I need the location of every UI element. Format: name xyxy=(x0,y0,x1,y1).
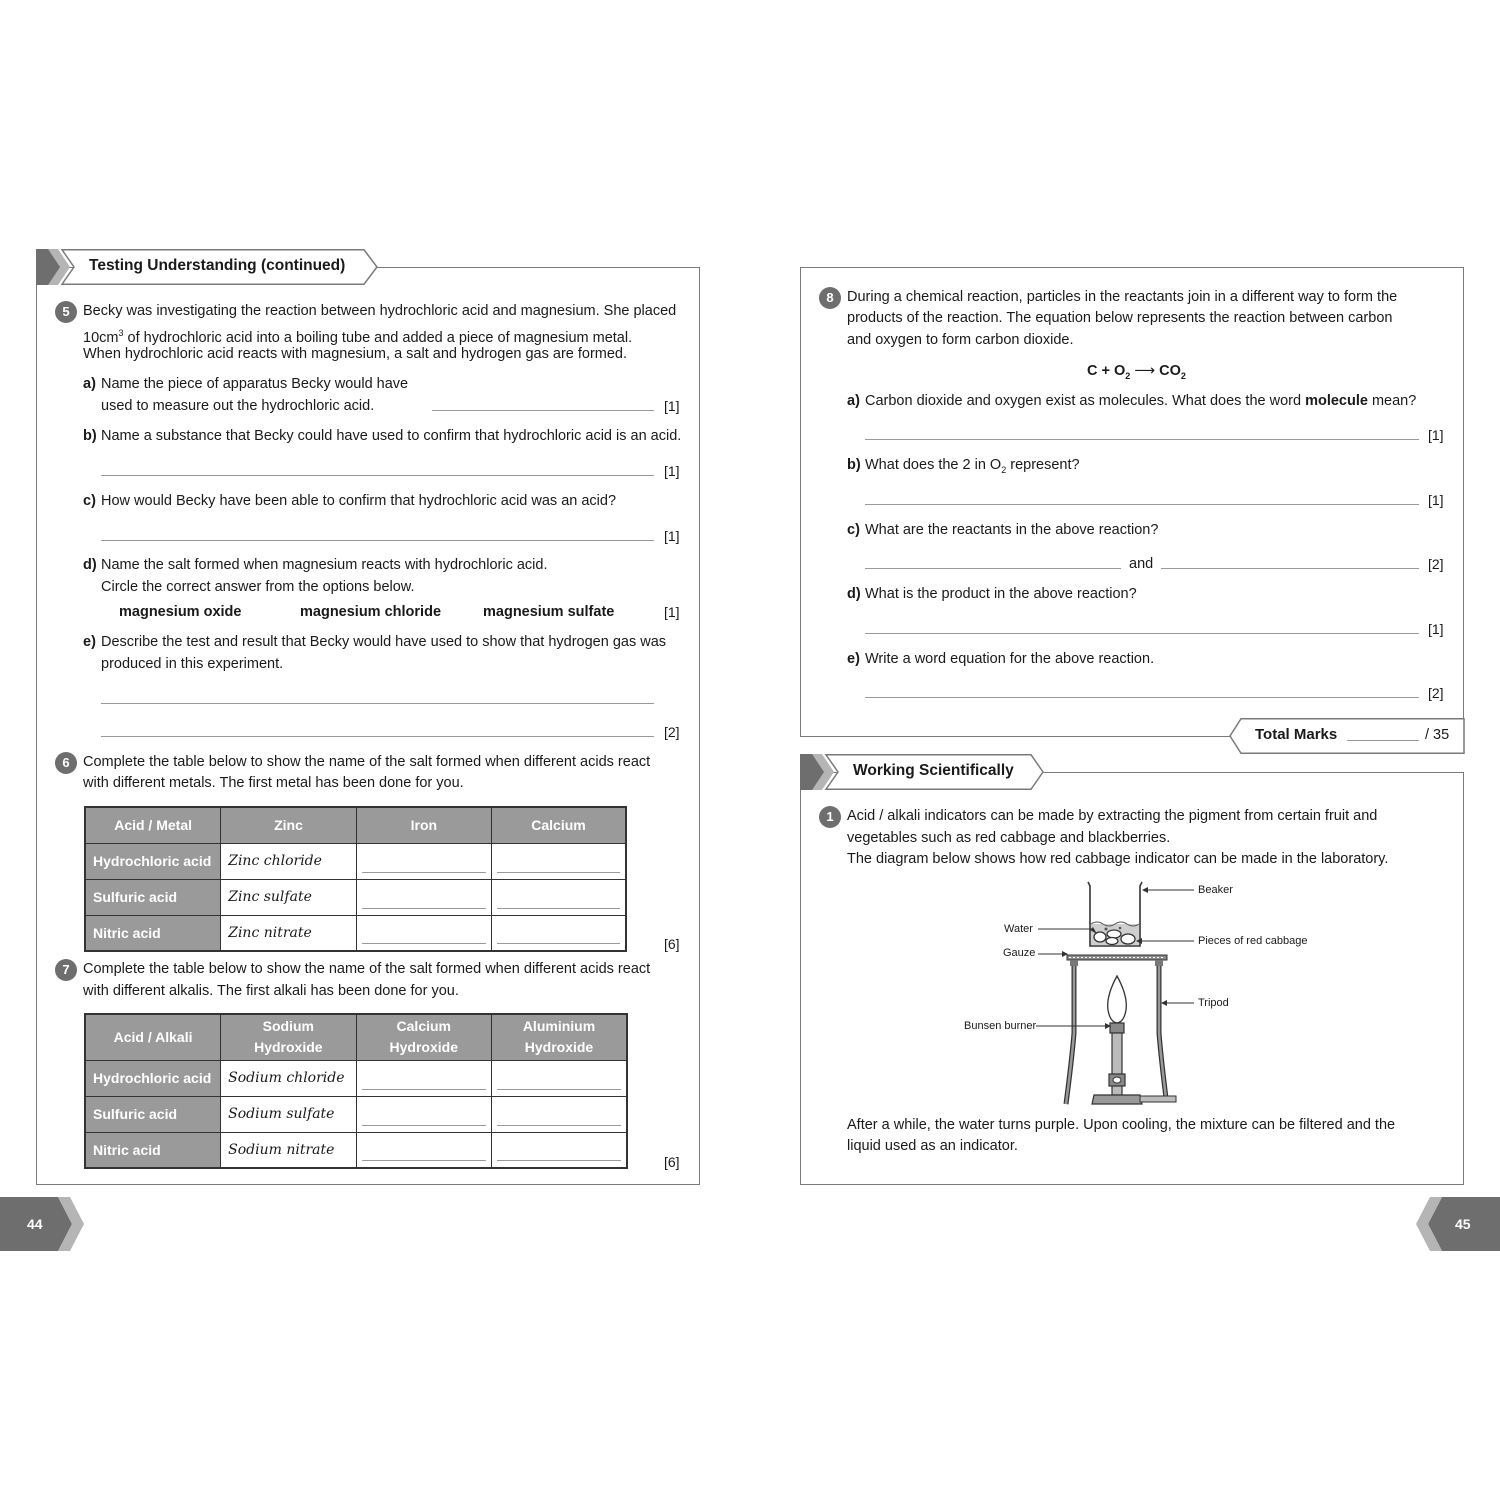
q8c-and: and xyxy=(1129,556,1154,572)
answer-cell[interactable] xyxy=(492,915,626,951)
alkalis-salt-table xyxy=(84,1013,628,1169)
q5c-label: c) xyxy=(83,493,96,509)
table-header: Calcium Hydroxide xyxy=(356,1014,491,1060)
q5d-line1: Name the salt formed when magnesium reacts with hydrochloric acid. xyxy=(101,557,548,573)
label-water: Water xyxy=(1004,923,1033,935)
q8-line3: and oxygen to form carbon dioxide. xyxy=(847,332,1074,348)
label-bunsen-burner: Bunsen burner xyxy=(964,1020,1037,1032)
q5e-answer-line-2[interactable] xyxy=(101,736,654,737)
table-header: Zinc xyxy=(221,807,357,843)
q8e-mark: [2] xyxy=(1428,685,1444,701)
ws1-line1: Acid / alkali indicators can be made by extracting the pigment from certain fruit and xyxy=(847,808,1378,824)
q5b-mark: [1] xyxy=(664,463,680,479)
ws1-after-line2: liquid used as an indicator. xyxy=(847,1138,1018,1154)
table-row xyxy=(85,843,626,879)
row-header: Sulfuric acid xyxy=(85,879,221,915)
red-cabbage-indicator-diagram xyxy=(950,878,1350,1108)
answer-cell[interactable] xyxy=(356,1096,491,1132)
q8a-label: a) xyxy=(847,393,860,409)
table-cell: Sodium sulfate xyxy=(221,1096,356,1132)
table-header: Iron xyxy=(356,807,491,843)
ws1-line3: The diagram below shows how red cabbage indicator can be made in the laboratory. xyxy=(847,851,1389,867)
q5-intro-line3: When hydrochloric acid reacts with magnesium, a salt and hydrogen gas are formed. xyxy=(83,346,628,362)
answer-cell[interactable] xyxy=(491,1096,627,1132)
q5a-line2: used to measure out the hydrochloric acid. xyxy=(101,398,375,414)
ws1-line2: vegetables such as red cabbage and blackberries. xyxy=(847,830,1171,846)
q8-line1: During a chemical reaction, particles in the reactants join in a different way to form the xyxy=(847,289,1398,305)
question-number-8: 8 xyxy=(819,287,841,309)
q6-line2: with different metals. The first metal has been done for you. xyxy=(83,775,464,791)
q5a-mark: [1] xyxy=(664,398,680,414)
answer-cell[interactable] xyxy=(356,879,491,915)
table-cell: Zinc chloride xyxy=(221,843,357,879)
q8b-answer-line[interactable] xyxy=(865,504,1419,505)
table-row xyxy=(85,1132,627,1168)
row-header: Hydrochloric acid xyxy=(85,1060,221,1096)
q8e-label: e) xyxy=(847,651,860,667)
row-header: Nitric acid xyxy=(85,915,221,951)
label-beaker: Beaker xyxy=(1198,884,1233,896)
q7-mark: [6] xyxy=(664,1154,680,1170)
answer-cell[interactable] xyxy=(356,1132,491,1168)
table-row xyxy=(85,879,626,915)
question-number-1: 1 xyxy=(819,806,841,828)
table-header: Aluminium Hydroxide xyxy=(491,1014,627,1060)
q5b-label: b) xyxy=(83,428,97,444)
q5e-answer-line-1[interactable] xyxy=(101,703,654,704)
q5a-label: a) xyxy=(83,376,96,392)
q8c-answer-line-1[interactable] xyxy=(865,568,1121,569)
page-number-left: 44 xyxy=(27,1216,43,1232)
q5c-text: How would Becky have been able to confirm that hydrochloric acid was an acid? xyxy=(101,493,617,509)
q5a-line1: Name the piece of apparatus Becky would have xyxy=(101,376,409,392)
table-row xyxy=(85,1096,627,1132)
q5d-line2: Circle the correct answer from the options below. xyxy=(101,579,415,595)
answer-cell[interactable] xyxy=(491,1060,627,1096)
q5e-line1: Describe the test and result that Becky would have used to show that hydrogen gas was xyxy=(101,634,667,650)
answer-cell[interactable] xyxy=(356,843,491,879)
q8c-answer-line-2[interactable] xyxy=(1161,568,1419,569)
row-header: Nitric acid xyxy=(85,1132,221,1168)
row-header: Hydrochloric acid xyxy=(85,843,221,879)
table-cell: Sodium nitrate xyxy=(221,1132,356,1168)
table-cell: Sodium chloride xyxy=(221,1060,356,1096)
q5-intro-line2: $10cm^3$ of hydrochloric acid into a boiling tube and added a piece of magnesium metal. xyxy=(83,328,633,346)
total-marks-line[interactable] xyxy=(1347,740,1419,741)
q8b-label: b) xyxy=(847,457,861,473)
q8c-mark: [2] xyxy=(1428,556,1444,572)
q6-mark: [6] xyxy=(664,936,680,952)
q8a-answer-line[interactable] xyxy=(865,439,1419,440)
q5-intro-line1: Becky was investigating the reaction between hydrochloric acid and magnesium. She placed xyxy=(83,303,677,319)
q8d-text: What is the product in the above reaction? xyxy=(865,586,1137,602)
ws1-after-line1: After a while, the water turns purple. Upon cooling, the mixture can be filtered and the xyxy=(847,1117,1396,1133)
answer-cell[interactable] xyxy=(356,915,491,951)
q7-line1: Complete the table below to show the name of the salt formed when different acids react xyxy=(83,961,651,977)
table-header: Calcium xyxy=(492,807,626,843)
total-marks-label: Total Marks xyxy=(1255,726,1338,743)
table-header: Sodium Hydroxide xyxy=(221,1014,356,1060)
page-number-right: 45 xyxy=(1455,1216,1471,1232)
q8d-mark: [1] xyxy=(1428,621,1444,637)
option-magnesium-chloride[interactable]: magnesium chloride xyxy=(300,604,442,620)
q5d-mark: [1] xyxy=(664,604,680,620)
table-row xyxy=(85,1060,627,1096)
question-number-5: 5 xyxy=(55,301,77,323)
label-red-cabbage: Pieces of red cabbage xyxy=(1198,935,1308,947)
q8b-text: What does the 2 in $O_2$ represent? xyxy=(865,457,1080,475)
option-magnesium-oxide[interactable]: magnesium oxide xyxy=(119,604,242,620)
row-header: Sulfuric acid xyxy=(85,1096,221,1132)
table-row xyxy=(85,915,626,951)
table-cell: Zinc sulfate xyxy=(221,879,357,915)
answer-cell[interactable] xyxy=(491,1132,627,1168)
q5b-text: Name a substance that Becky could have used to confirm that hydrochloric acid is an acid. xyxy=(101,428,682,444)
q5d-label: d) xyxy=(83,557,97,573)
option-magnesium-sulfate[interactable]: magnesium sulfate xyxy=(483,604,615,620)
q5b-answer-line[interactable] xyxy=(101,475,654,476)
q5c-mark: [1] xyxy=(664,528,680,544)
section-title: Testing Understanding (continued) xyxy=(89,257,346,274)
q8a-mark: [1] xyxy=(1428,427,1444,443)
table-header: Acid / Metal xyxy=(85,807,221,843)
q8-line2: products of the reaction. The equation below represents the reaction between carbon xyxy=(847,310,1393,326)
label-gauze: Gauze xyxy=(1003,947,1036,959)
section-title: Working Scientifically xyxy=(853,762,1014,779)
answer-cell[interactable] xyxy=(492,879,626,915)
q7-line2: with different alkalis. The first alkali has been done for you. xyxy=(83,983,459,999)
q8c-text: What are the reactants in the above reaction? xyxy=(865,522,1159,538)
q5e-line2: produced in this experiment. xyxy=(101,656,284,672)
q8c-label: c) xyxy=(847,522,860,538)
q8b-mark: [1] xyxy=(1428,492,1444,508)
q8e-answer-line[interactable] xyxy=(865,697,1419,698)
table-header: Acid / Alkali xyxy=(85,1014,221,1060)
table-cell: Zinc nitrate xyxy=(221,915,357,951)
q5e-mark: [2] xyxy=(664,724,680,740)
q6-line1: Complete the table below to show the name of the salt formed when different acids react xyxy=(83,754,651,770)
metals-salt-table xyxy=(84,806,627,952)
q5a-answer-line[interactable] xyxy=(432,410,654,411)
q8e-text: Write a word equation for the above reaction. xyxy=(865,651,1155,667)
question-number-7: 7 xyxy=(55,959,77,981)
answer-cell[interactable] xyxy=(356,1060,491,1096)
answer-cell[interactable] xyxy=(492,843,626,879)
q5e-label: e) xyxy=(83,634,96,650)
label-tripod: Tripod xyxy=(1198,997,1229,1009)
q5c-answer-line[interactable] xyxy=(101,540,654,541)
q8d-answer-line[interactable] xyxy=(865,633,1419,634)
total-marks-value: / 35 xyxy=(1425,727,1450,743)
q8d-label: d) xyxy=(847,586,861,602)
question-number-6: 6 xyxy=(55,752,77,774)
chemical-equation: $C + O_2$ ⟶ $CO_2$ xyxy=(1087,363,1186,381)
q8a-text: Carbon dioxide and oxygen exist as molecules. What does the word molecule mean? xyxy=(865,393,1417,409)
